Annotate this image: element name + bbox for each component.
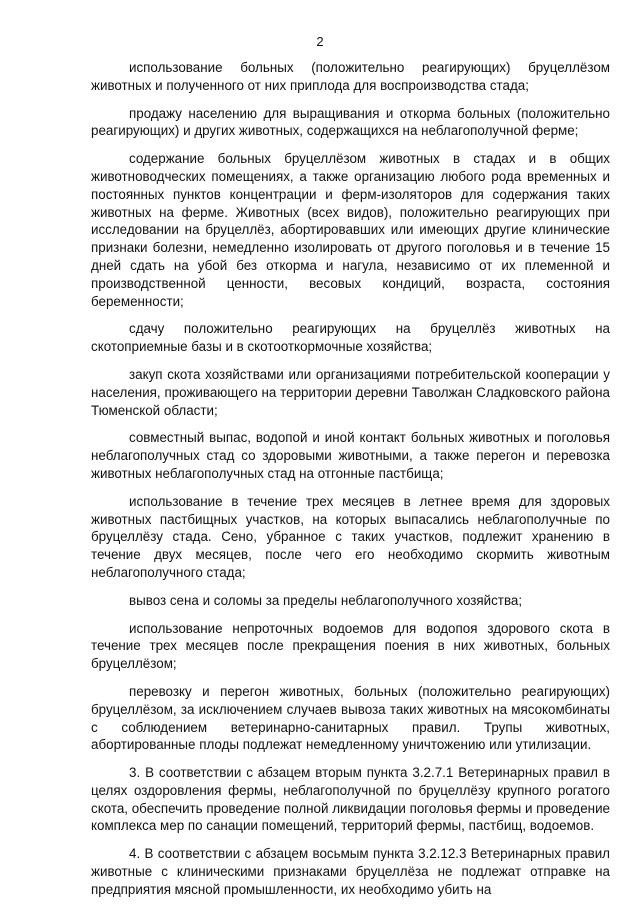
paragraph-ban-sale-to-population: продажу населению для выращивания и откорма больных (положительно реагирующих) и других животных, содержащихся на неблагополучной ферме; xyxy=(91,105,610,139)
paragraph-ban-delivery-to-bases: сдачу положительно реагирующих на бруцеллёз животных на скотоприемные базы и в скотооткормочные хозяйства; xyxy=(91,321,610,355)
document-body xyxy=(91,59,610,909)
paragraph-ban-pasture-use: использование в течение трех месяцев в летнее время для здоровых животных пастбищных участков, на которых выпасались неблагополучные по бруцеллёзу стада. Сено, убранное с таких участков, подлежит хранению в течение двух месяцев, после чего его необходимо скормить животным неблагополучного стада; xyxy=(91,493,610,580)
paragraph-ban-transport: перевозку и перегон животных, больных (положительно реагирующих) бруцеллёзом, за исключением случаев вывоза таких животных на мясокомбинаты с соблюдением ветеринарно-санитарных правил. Трупы животных, абортированные плоды подлежат немедленному уничтожению или утилизации. xyxy=(91,683,610,753)
paragraph-item-3: 3. В соответствии с абзацем вторым пункта 3.2.7.1 Ветеринарных правил в целях оздоровления фермы, неблагополучной по бруцеллёзу крупного рогатого скота, обеспечить проведение полной ликвидации поголовья фермы и проведение комплекса мер по санации помещений, территорий фермы, пастбищ, водоемов. xyxy=(91,765,610,834)
page-number: 2 xyxy=(316,34,324,49)
paragraph-ban-keeping-sick-animals: содержание больных бруцеллёзом животных в стадах и в общих животноводческих помещениях, а также организацию любого рода временных и постоянных пунктов концентрации и ферм-изоляторов для содержания таких животных на ферме. Животных (всех видов), положительно реагирующих при исследовании на бруцеллёз, абортировавших или имеющих другие клинические признаки болезни, немедленно изолировать от другого поголовья и в течение 15 дней сдать на убой без откорма и нагула, независимо от их племенной и производственной ценности, весовых кондиций, возраста, состояния беременности; xyxy=(91,151,610,309)
paragraph-item-4: 4. В соответствии с абзацем восьмым пункта 3.2.12.3 Ветеринарных правил животные с клиническими признаками бруцеллёза не подлежат отправке на предприятия мясной промышленности, их необходимо убить на xyxy=(91,846,610,897)
paragraph-ban-stagnant-water: использование непроточных водоемов для водопоя здорового скота в течение трех месяцев после прекращения поения в них животных, больных бруцеллёзом; xyxy=(91,620,610,672)
paragraph-ban-hay-export: вывоз сена и соломы за пределы неблагополучного хозяйства; xyxy=(129,592,523,608)
paragraph-ban-joint-grazing: совместный выпас, водопой и иной контакт больных животных и поголовья неблагополучных стад со здоровыми животными, а также перегон и перевозка животных неблагополучных стад на отгонные пастбища; xyxy=(91,430,610,481)
paragraph-ban-breeding-use: использование больных (положительно реагирующих) бруцеллёзом животных и полученного от них приплода для воспроизводства стада; xyxy=(91,60,610,93)
paragraph-ban-livestock-purchase: закуп скота хозяйствами или организациями потребительской кооперации у населения, проживающего на территории деревни Таволжан Сладковского района Тюменской области; xyxy=(91,366,610,418)
